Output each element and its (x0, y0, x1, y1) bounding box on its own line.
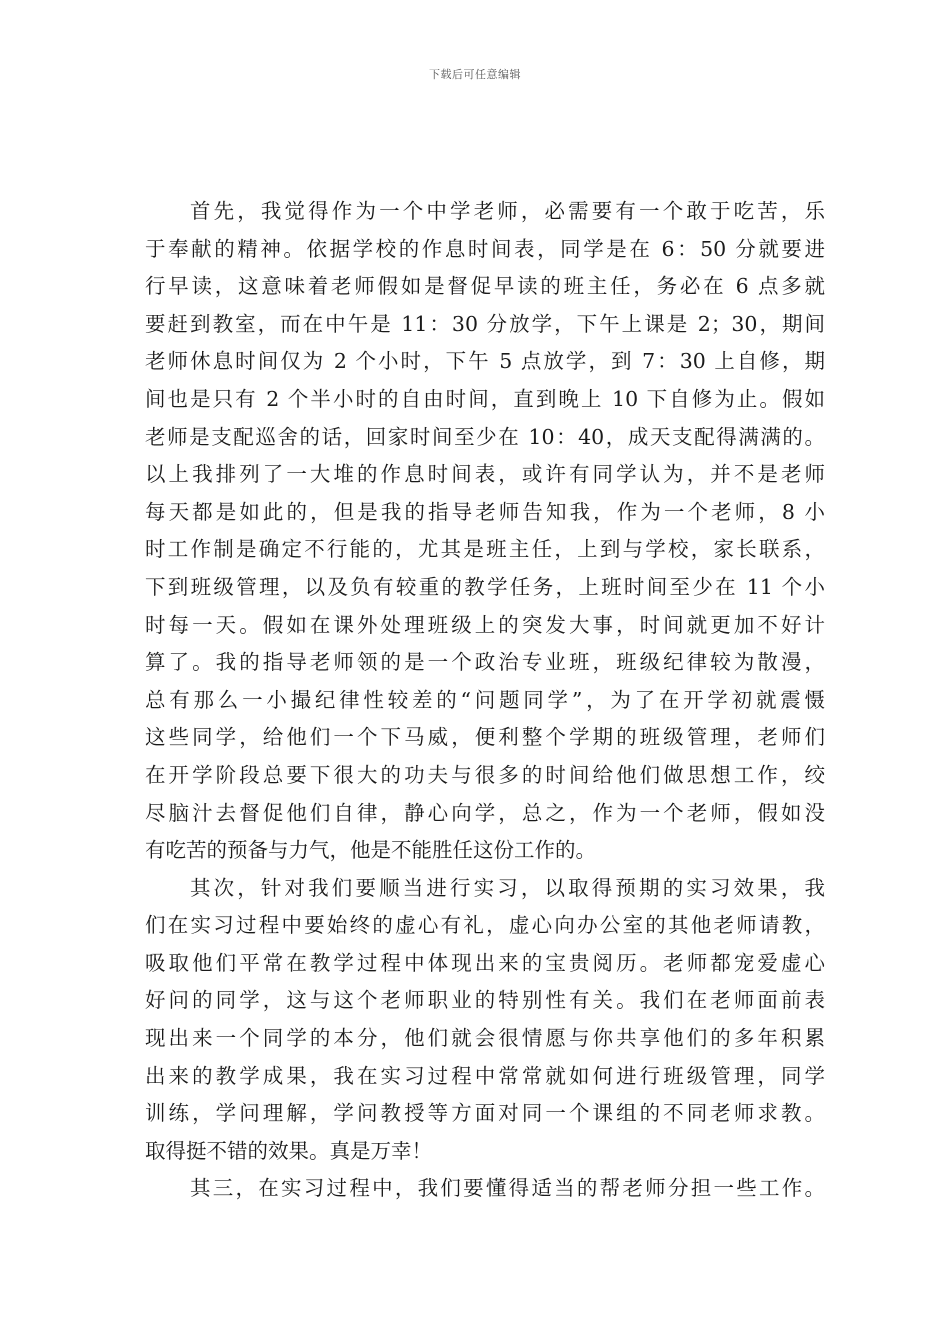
text-line: 下到班级管理，以及负有较重的教学任务，上班时间至少在 11 个小 (145, 574, 825, 599)
text-line: 每天都是如此的，但是我的指导老师告知我，作为一个老师，8 小 (145, 499, 825, 524)
text-line: 取得挺不错的效果。真是万幸！ (145, 1138, 432, 1163)
text-line: 好问的同学，这与这个老师职业的特别性有关。我们在老师面前表 (145, 988, 825, 1013)
text-line: 现出来一个同学的本分，他们就会很情愿与你共享他们的多年积累 (145, 1026, 825, 1051)
text-line: 其次，针对我们要顺当进行实习，以取得预期的实习效果，我 (190, 875, 825, 900)
text-line: 于奉献的精神。依据学校的作息时间表，同学是在 6：50 分就要进 (145, 236, 825, 261)
text-line: 要赶到教室，而在中午是 11：30 分放学，下午上课是 2；30，期间 (145, 311, 825, 336)
text-line: 在开学阶段总要下很大的功夫与很多的时间给他们做思想工作，绞 (145, 762, 825, 787)
text-line: 们在实习过程中要始终的虚心有礼，虚心向办公室的其他老师请教， (145, 913, 825, 938)
text-line: 其三，在实习过程中，我们要懂得适当的帮老师分担一些工作。 (190, 1176, 825, 1201)
text-line: 间也是只有 2 个半小时的自由时间，直到晚上 10 下自修为止。假如 (145, 386, 825, 411)
text-line: 训练，学问理解，学问教授等方面对同一个课组的不同老师求教。 (145, 1101, 825, 1126)
text-line: 老师休息时间仅为 2 个小时，下午 5 点放学，到 7：30 上自修，期 (145, 349, 825, 374)
text-line: 尽脑汁去督促他们自律，静心向学，总之，作为一个老师，假如没 (145, 800, 825, 825)
text-line: 这些同学，给他们一个下马威，便利整个学期的班级管理，老师们 (145, 725, 825, 750)
text-line: 有吃苦的预备与力气，他是不能胜任这份工作的。 (145, 838, 596, 863)
text-line: 以上我排列了一大堆的作息时间表，或许有同学认为，并不是老师 (145, 462, 825, 487)
text-line: 吸取他们平常在教学过程中体现出来的宝贵阅历。老师都宠爱虚心 (145, 950, 825, 975)
header-note: 下载后可任意编辑 (429, 68, 521, 81)
document-body (145, 193, 825, 1208)
text-line: 首先，我觉得作为一个中学老师，必需要有一个敢于吃苦，乐 (190, 199, 825, 223)
text-line: 出来的教学成果，我在实习过程中常常就如何进行班级管理，同学 (145, 1063, 825, 1088)
text-line: 老师是支配巡舍的话，回家时间至少在 10：40，成天支配得满满的。 (145, 424, 825, 449)
text-line: 行早读，这意味着老师假如是督促早读的班主任，务必在 6 点多就 (145, 274, 825, 299)
text-line: 算了。我的指导老师领的是一个政治专业班，班级纪律较为散漫， (145, 650, 825, 675)
text-line: 时每一天。假如在课外处理班级上的突发大事，时间就更加不好计 (145, 612, 825, 637)
text-line: 时工作制是确定不行能的，尤其是班主任，上到与学校，家长联系， (145, 537, 825, 562)
text-line: 总有那么一小撮纪律性较差的“问题同学”，为了在开学初就震慑 (145, 687, 825, 712)
